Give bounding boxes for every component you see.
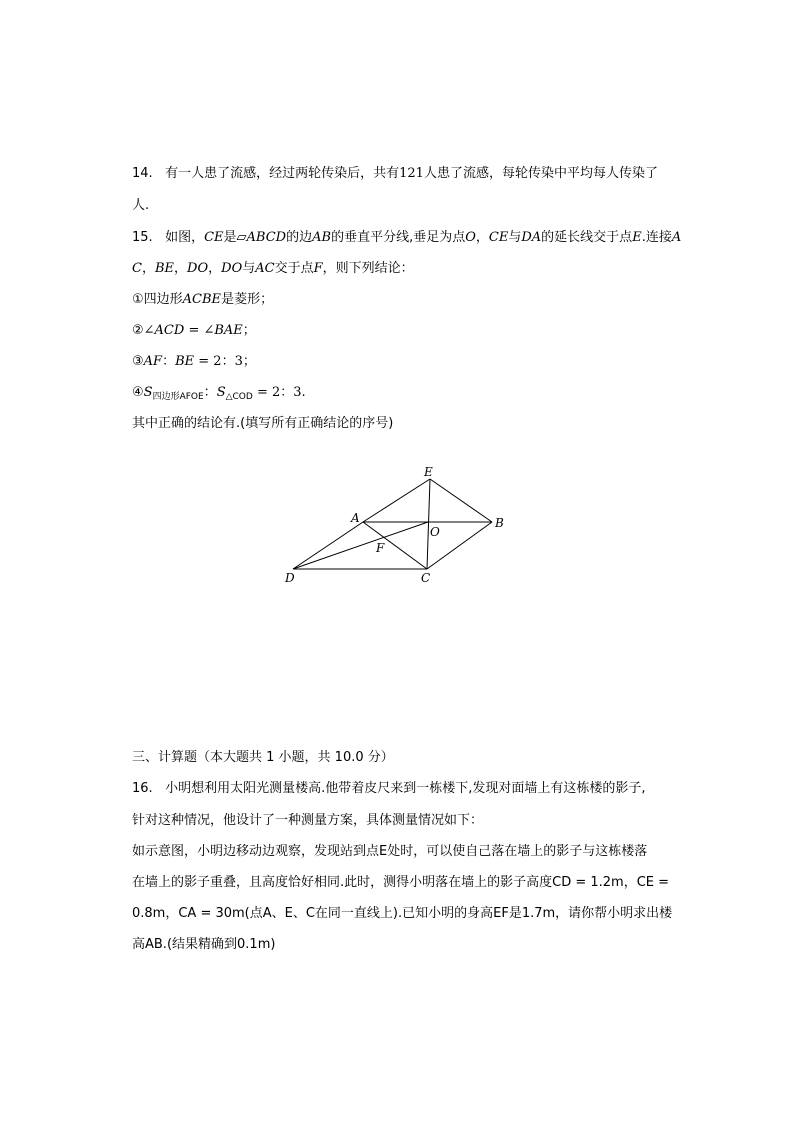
q15-var-ce: CE — [488, 230, 509, 245]
q14-text-b: 人患了流感，每轮传染中平均每人传染了 — [423, 166, 658, 181]
q15-text: 四边形 — [143, 292, 183, 307]
segment-eb — [430, 479, 492, 522]
q15-var-s: S — [143, 385, 153, 400]
label-d: D — [285, 571, 295, 585]
q15-text: .连接 — [641, 230, 672, 245]
q16-line2: 针对这种情况，他设计了一种测量方案，具体测量情况如下： — [132, 813, 484, 828]
q15-text: ， — [141, 261, 155, 276]
label-o: O — [430, 525, 440, 539]
q15-var-e: E — [632, 230, 642, 245]
q16-line6: 高AB.(结果精确到0.1m) — [132, 937, 276, 952]
q15-text: 交于点 — [274, 261, 314, 276]
q15-conclusion-2 — [132, 321, 256, 341]
q14-line1 — [132, 164, 658, 184]
q15-text: 是菱形； — [221, 292, 274, 307]
conclusion-mark: ③ — [132, 354, 144, 369]
q15-var-f: F — [313, 261, 323, 276]
q15-text: ，则下列结论： — [322, 261, 414, 276]
q15-var-af: AF — [143, 354, 163, 369]
q15-expr-angles: ∠ACD = ∠BAE — [143, 323, 243, 338]
label-f: F — [376, 541, 385, 555]
q15-conclusion-1 — [132, 290, 273, 310]
q14-line2 — [132, 196, 149, 218]
label-e: E — [424, 465, 433, 479]
q15-var-da: DA — [521, 230, 542, 245]
q15-text: 的边 — [286, 230, 313, 245]
q15-answer-line — [132, 414, 393, 436]
q15-text: ， — [208, 261, 222, 276]
conclusion-mark: ② — [132, 323, 144, 338]
q15-var-ac: AC — [255, 261, 275, 276]
q14-text-c: 人. — [132, 198, 150, 213]
parallelogram-figure — [280, 464, 520, 589]
label-b: B — [495, 516, 504, 530]
q15-text: 的垂直平分线,垂足为点 — [331, 230, 466, 245]
q15-text: ， — [174, 261, 188, 276]
q15-var-ce: CE — [204, 230, 224, 245]
q15-var-do: DO — [221, 261, 243, 276]
q15-var-acbe: ACBE — [182, 292, 222, 307]
q15-text: 是▱ — [223, 230, 247, 245]
q15-conclusion-3 — [132, 352, 256, 372]
q15-line2 — [132, 259, 414, 279]
segment-ae — [363, 479, 430, 522]
label-a: A — [351, 511, 360, 525]
q15-conclusion-4 — [132, 383, 306, 407]
q15-var-c: C — [132, 261, 142, 276]
q15-number: 15. — [132, 230, 153, 245]
q15-text: ： — [203, 385, 217, 400]
q15-var-be: BE — [154, 261, 175, 276]
segment-ac — [363, 522, 427, 569]
q15-text: ； — [242, 323, 256, 338]
segment-do — [293, 522, 428, 569]
section-3-title: 三、计算题（本大题共 1 小题，共 10.0 分） — [132, 750, 394, 765]
q15-text: 其中正确的结论有 — [132, 416, 237, 431]
q15-sub-afoe: 四边形AFOE — [152, 392, 204, 402]
segment-ec — [427, 479, 430, 569]
q15-text: 与 — [508, 230, 522, 245]
q16-line4: 在墙上的影子重叠，且高度恰好相同.此时，测得小明落在墙上的影子高度CD = 1.2m，CE = — [132, 875, 670, 890]
q15-text: ： — [162, 354, 176, 369]
q15-var-do: DO — [187, 261, 209, 276]
q14-count: 121 — [399, 166, 424, 181]
q15-var-be: BE — [175, 354, 195, 369]
q16-line3: 如示意图，小明边移动边观察，发现站到点E处时，可以使自己落在墙上的影子与这栋楼落 — [132, 844, 648, 859]
q15-line1 — [132, 228, 681, 248]
conclusion-mark: ① — [132, 292, 144, 307]
segment-da — [293, 522, 363, 569]
q15-text: 如图， — [165, 230, 205, 245]
q16-line1 — [132, 779, 646, 799]
q15-text: ， — [475, 230, 489, 245]
q15-text: 与 — [242, 261, 256, 276]
q15-text: = 2：3； — [194, 354, 256, 369]
label-c: C — [421, 571, 431, 585]
q15-var-s: S — [216, 385, 226, 400]
q15-text: = 2：3. — [252, 385, 306, 400]
q15-text: 的延长线交于点 — [541, 230, 633, 245]
q15-var-a: A — [671, 230, 682, 245]
q15-var-abcd: ABCD — [246, 230, 287, 245]
q16-line5: 0.8m，CA = 30m(点A、E、C在同一直线上).已知小明的身高EF是1.7m，请你帮小明求出楼 — [132, 906, 673, 921]
q15-var-o: O — [465, 230, 476, 245]
q16-text: 小明想利用太阳光测量楼高.他带着皮尺来到一栋楼下,发现对面墙上有这栋楼的影子, — [165, 781, 646, 796]
q15-text: .(填写所有正确结论的序号) — [236, 416, 394, 431]
q14-number: 14. — [132, 166, 153, 181]
q14-text-a: 有一人患了流感，经过两轮传染后，共有 — [165, 166, 400, 181]
q15-sub-cod: △COD — [225, 392, 253, 402]
q15-var-ab: AB — [312, 230, 332, 245]
q16-number: 16. — [132, 781, 153, 796]
conclusion-mark: ④ — [132, 385, 144, 400]
